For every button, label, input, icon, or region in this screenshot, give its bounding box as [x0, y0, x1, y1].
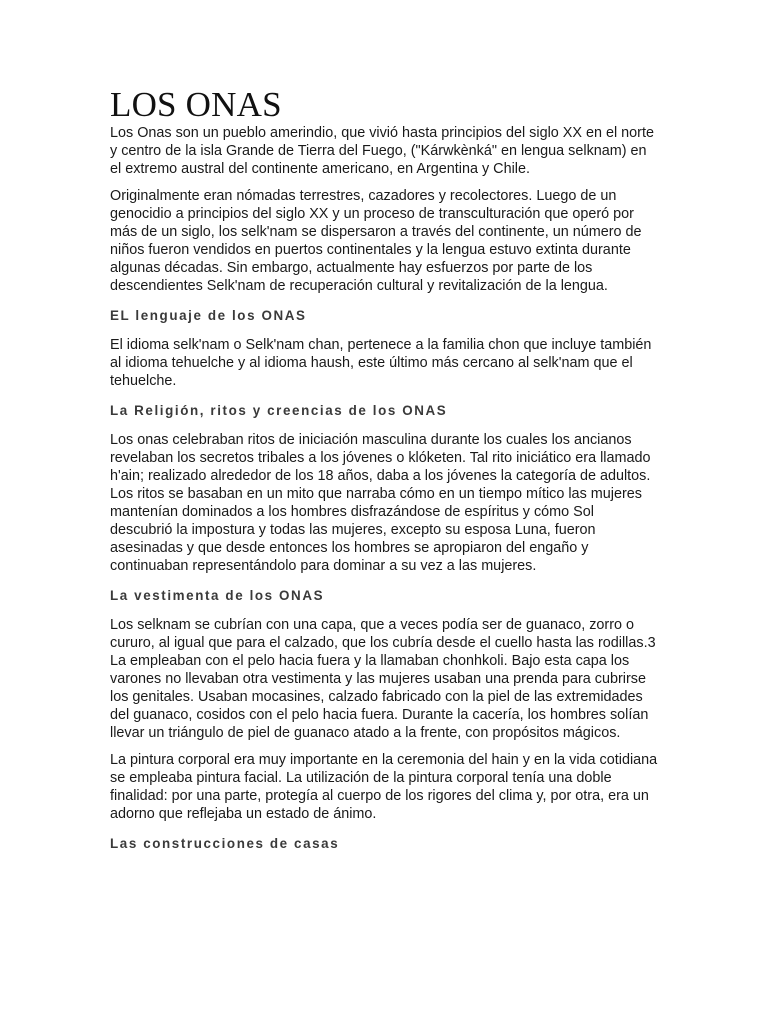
section-heading-construcciones: Las construcciones de casas	[110, 836, 340, 851]
section-vestimenta-paragraph-2: La pintura corporal era muy importante en la ceremonia del hain y en la vida cotidiana se empleaba pintura facial. La utilización de la pintura corporal tenía una doble finalidad: por una parte, protegía al cuerpo de los rigores del clima y, por otra, era un adorno que reflejaba un estado de ánimo.	[110, 752, 658, 822]
section-heading-religion: La Religión, ritos y creencias de los ONAS	[110, 403, 448, 418]
section-heading-lenguaje: EL lenguaje de los ONAS	[110, 308, 307, 323]
intro-paragraph-2: Originalmente eran nómadas terrestres, cazadores y recolectores. Luego de un genocidio a principios del siglo XX y un proceso de transculturación que operó por más de un siglo, los selk'nam se dispersaron a través del continente, un número de niños fueron vendidos en puertos continentales y la lengua estuvo extinta durante algunas décadas. Sin embargo, actualmente hay esfuerzos por parte de los descendientes Selk'nam de recuperación cultural y revitalización de la lengua.	[110, 188, 642, 294]
section-vestimenta-paragraph-1: Los selknam se cubrían con una capa, que a veces podía ser de guanaco, zorro o cururo, al igual que para el calzado, que los cubría desde el cuello hasta las rodillas.3 La empleaban con el pelo hacia fuera y la llamaban chonhkoli. Bajo esta capa los varones no llevaban otra vestimenta y las mujeres usaban una prenda para cubrirse los genitales. Usaban mocasines, calzado fabricado con la piel de las extremidades del guanaco, cosidos con el pelo hacia fuera. Durante la cacería, los hombres solían llevar un triángulo de piel de guanaco atado a la frente, con propósitos mágicos.	[110, 617, 656, 741]
document-title: LOS ONAS	[110, 85, 282, 124]
intro-paragraph-1: Los Onas son un pueblo amerindio, que vivió hasta principios del siglo XX en el norte y centro de la isla Grande de Tierra del Fuego, ("Kárwkènká" en lengua selknam) en el extremo austral del continente americano, en Argentina y Chile.	[110, 125, 654, 177]
section-religion-paragraph-1: Los onas celebraban ritos de iniciación masculina durante los cuales los ancianos revelaban los secretos tribales a los jóvenes o klóketen. Tal rito iniciático era llamado h'ain; realizado alrededor de los 18 años, daba a los jóvenes la categoría de adultos. Los ritos se basaban en un mito que narraba cómo en un tiempo mítico las mujeres mantenían dominados a los hombres disfrazándose de espíritus y cómo Sol descubrió la impostura y todas las mujeres, excepto su esposa Luna, fueron asesinadas y que desde entonces los hombres se apropiaron del engaño y continuaban representándolo para dominar a su vez a las mujeres.	[110, 432, 651, 574]
section-heading-vestimenta: La vestimenta de los ONAS	[110, 588, 325, 603]
section-lenguaje-paragraph-1: El idioma selk'nam o Selk'nam chan, pertenece a la familia chon que incluye también al idioma tehuelche y al idioma haush, este último más cercano al selk'nam que el tehuelche.	[110, 337, 652, 389]
